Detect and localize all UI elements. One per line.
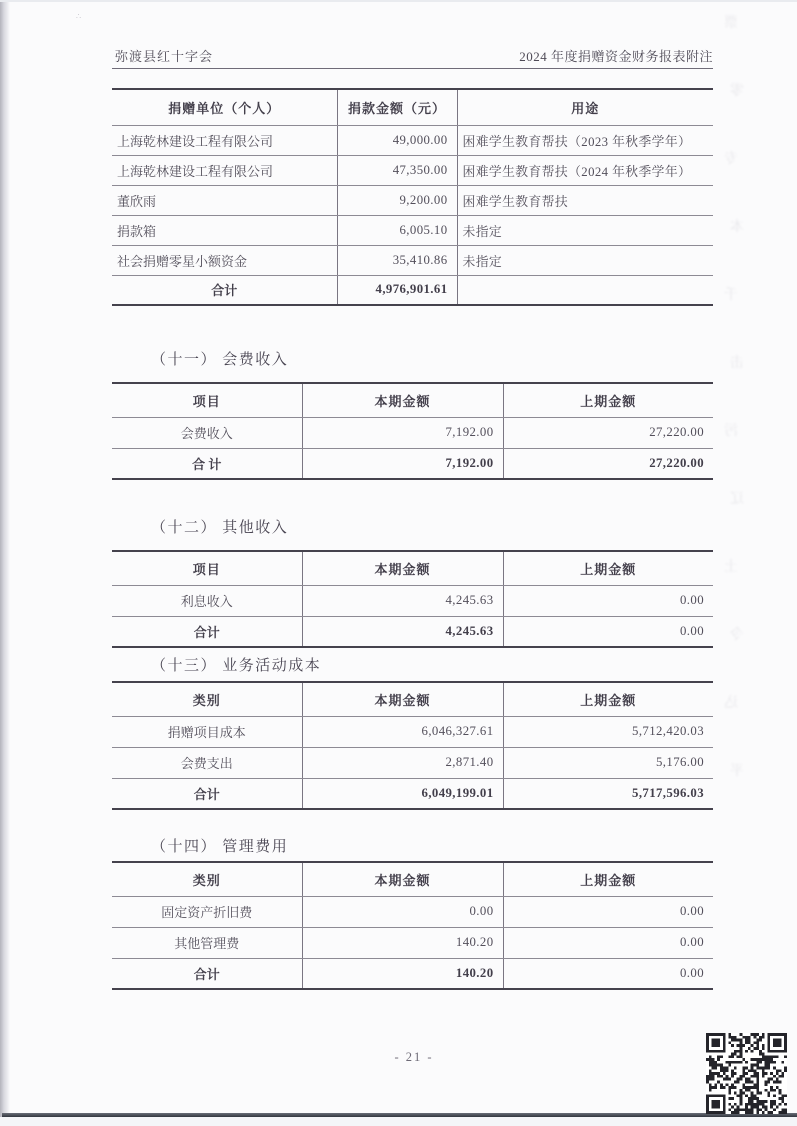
table-row — [112, 896, 713, 927]
table-row — [112, 185, 713, 215]
table-header-row — [112, 551, 713, 585]
table-row — [112, 417, 713, 448]
table-cell: 利息收入 — [112, 585, 302, 616]
table-cell: 6,049,199.01 — [302, 778, 503, 809]
table-cell: 0.00 — [503, 958, 713, 989]
table-row — [112, 778, 713, 809]
column-header: 上期金额 — [503, 682, 713, 716]
bleedthrough-glyph: 本 — [730, 220, 744, 235]
header-rule — [112, 68, 713, 69]
table-cell: 5,717,596.03 — [503, 778, 713, 809]
column-header: 上期金额 — [503, 862, 713, 896]
table-cell: 上海乾林建设工程有限公司 — [112, 125, 337, 155]
table-row — [112, 215, 713, 245]
table-cell: 合计 — [211, 283, 238, 299]
bleedthrough-glyph: 专 — [724, 152, 738, 167]
table-cell: 0.00 — [503, 585, 713, 616]
table-row — [112, 448, 713, 479]
section-title: （十一） 会费收入 — [151, 352, 289, 368]
table-cell — [457, 275, 713, 305]
scan-edge-left — [0, 0, 10, 1126]
table-cell: 47,350.00 — [337, 155, 457, 185]
bleedthrough-glyph: 千 — [724, 288, 738, 303]
table-cell: 6,005.10 — [337, 215, 457, 245]
table-cell: 合 计 — [192, 456, 222, 472]
table-cell: 社会捐赠零星小额资金 — [112, 245, 337, 275]
column-header: 项目 — [112, 551, 302, 585]
bleedthrough-glyph: 污 — [724, 424, 738, 439]
table-cell: 董欣雨 — [112, 185, 337, 215]
table-cell: 4,976,901.61 — [337, 275, 457, 305]
section-table — [112, 681, 713, 810]
column-header: 本期金额 — [302, 682, 503, 716]
table-cell: 5,712,420.03 — [503, 716, 713, 747]
section-table — [112, 861, 713, 990]
column-header: 捐赠单位（个人） — [112, 89, 337, 125]
table-row — [112, 245, 713, 275]
donation-table — [112, 88, 713, 306]
table-row — [112, 585, 713, 616]
table-row — [112, 155, 713, 185]
qr-code — [706, 1033, 787, 1114]
header-org-name: 弥渡县红十字会 — [115, 49, 214, 64]
table-cell: 140.20 — [302, 927, 503, 958]
table-cell: 合计 — [193, 624, 220, 640]
bleedthrough-glyph: 土 — [724, 560, 738, 575]
data-table — [112, 382, 713, 480]
table-cell: 捐赠项目成本 — [112, 716, 302, 747]
data-table — [112, 681, 713, 810]
table-cell: 27,220.00 — [503, 417, 713, 448]
column-header: 项目 — [112, 383, 302, 417]
table-header-row — [112, 89, 713, 125]
section-title: （十四） 管理费用 — [151, 839, 289, 855]
table-header-row — [112, 862, 713, 896]
table-row — [112, 716, 713, 747]
bleedthrough-marks — [720, 0, 760, 1126]
table-row — [112, 616, 713, 647]
section-table — [112, 382, 713, 480]
section-title: （十二） 其他收入 — [151, 520, 289, 536]
data-table — [112, 550, 713, 648]
column-header: 本期金额 — [302, 551, 503, 585]
table-cell: 0.00 — [503, 927, 713, 958]
table-cell: 35,410.86 — [337, 245, 457, 275]
scan-speck: ∴ — [76, 12, 82, 21]
table-header-row — [112, 682, 713, 716]
table-cell: 49,000.00 — [337, 125, 457, 155]
table-cell: 7,192.00 — [302, 448, 503, 479]
table-cell: 7,192.00 — [302, 417, 503, 448]
bleedthrough-glyph: 票 — [724, 16, 738, 31]
table-cell: 困难学生教育帮扶（2024 年秋季学年） — [457, 155, 713, 185]
table-cell: 上海乾林建设工程有限公司 — [112, 155, 337, 185]
table-row — [112, 958, 713, 989]
table-cell: 6,046,327.61 — [302, 716, 503, 747]
table-header-row — [112, 383, 713, 417]
table-cell: 会费支出 — [112, 747, 302, 778]
table-cell: 合计 — [193, 786, 220, 802]
table-row — [112, 125, 713, 155]
table-row — [112, 927, 713, 958]
column-header: 类别 — [112, 682, 302, 716]
table-cell: 27,220.00 — [503, 448, 713, 479]
header-report-title: 2024 年度捐赠资金财务报表附注 — [519, 49, 713, 64]
table-cell: 未指定 — [457, 215, 713, 245]
table-cell: 困难学生教育帮扶 — [457, 185, 713, 215]
table-cell: 捐款箱 — [112, 215, 337, 245]
table-cell: 5,176.00 — [503, 747, 713, 778]
table-cell: 0.00 — [503, 616, 713, 647]
table-cell: 未指定 — [457, 245, 713, 275]
table-cell: 140.20 — [302, 958, 503, 989]
table-cell: 合计 — [193, 966, 220, 982]
column-header: 本期金额 — [302, 862, 503, 896]
section-table — [112, 550, 713, 648]
column-header: 捐款金额（元） — [337, 89, 457, 125]
bleedthrough-glyph: 辽 — [730, 492, 744, 507]
table-cell: 4,245.63 — [302, 616, 503, 647]
column-header: 用途 — [457, 89, 713, 125]
bleedthrough-glyph: 平 — [730, 764, 744, 779]
table-cell: 固定资产折旧费 — [112, 896, 302, 927]
table-cell: 困难学生教育帮扶（2023 年秋季学年） — [457, 125, 713, 155]
table-cell: 会费收入 — [112, 417, 302, 448]
table-row — [112, 275, 713, 305]
data-table — [112, 861, 713, 990]
scan-margin-below — [0, 1117, 797, 1126]
table-cell: 9,200.00 — [337, 185, 457, 215]
bleedthrough-glyph: 击 — [730, 356, 744, 371]
page-number: - 21 - — [394, 1050, 434, 1064]
column-header: 上期金额 — [503, 383, 713, 417]
column-header: 上期金额 — [503, 551, 713, 585]
bleedthrough-glyph: 零 — [730, 84, 744, 99]
scan-edge-top — [0, 0, 797, 2]
column-header: 本期金额 — [302, 383, 503, 417]
table-cell: 2,871.40 — [302, 747, 503, 778]
table-cell: 其他管理费 — [112, 927, 302, 958]
table-cell: 0.00 — [302, 896, 503, 927]
bleedthrough-glyph: 込 — [724, 696, 738, 711]
bleedthrough-glyph: 令 — [730, 628, 744, 643]
data-table — [112, 88, 713, 306]
section-title: （十三） 业务活动成本 — [151, 658, 322, 674]
table-cell: 0.00 — [503, 896, 713, 927]
table-row — [112, 747, 713, 778]
table-cell: 4,245.63 — [302, 585, 503, 616]
column-header: 类别 — [112, 862, 302, 896]
